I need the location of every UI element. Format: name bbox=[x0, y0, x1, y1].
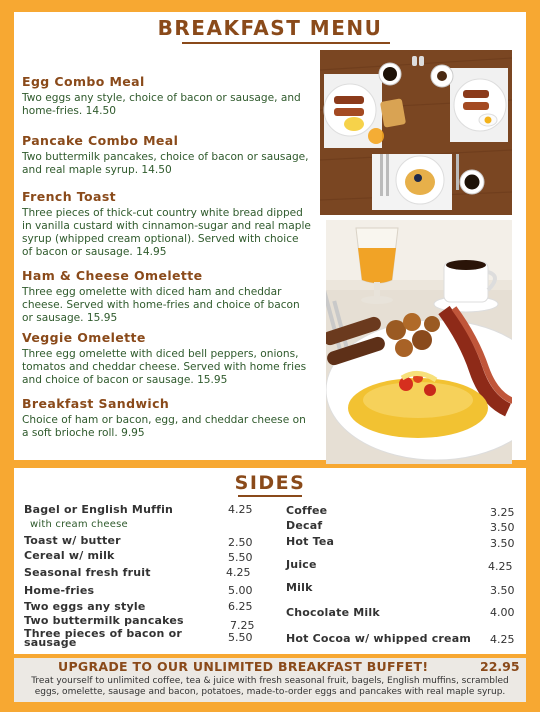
side-item-name: Coffee bbox=[286, 504, 328, 517]
menu-item-description: Three pieces of thick-cut country white bread dipped in vanilla custard with cinnamon-sugar and real maple syrup (whipped cream optional). Served with choice of bacon or sausage. 14.95 bbox=[22, 207, 311, 258]
omelette-plate-illustration bbox=[326, 220, 512, 464]
menu-item-description: Choice of ham or bacon, egg, and cheddar cheese on a soft brioche roll. 9.95 bbox=[22, 414, 306, 439]
buffet-upgrade-panel bbox=[14, 658, 526, 702]
menu-item-description: Three egg omelette with diced ham and cheddar cheese. Served with home-fries and choice of bacon or sausage. 15.95 bbox=[22, 286, 300, 324]
side-item-name: Cereal w/ milk bbox=[24, 549, 115, 562]
side-item-name: Hot Tea bbox=[286, 535, 335, 548]
side-item-price: 4.25 bbox=[488, 560, 513, 573]
side-item bbox=[24, 534, 264, 550]
side-item-price: 4.25 bbox=[226, 566, 251, 579]
buffet-price: 22.95 bbox=[480, 659, 520, 674]
buffet-header bbox=[14, 659, 526, 675]
menu-title-underline bbox=[182, 42, 390, 44]
side-item-name: Two eggs any style bbox=[24, 600, 146, 613]
breakfast-table-illustration bbox=[320, 50, 512, 215]
omelette-plate-photo bbox=[326, 220, 512, 464]
side-item bbox=[286, 581, 522, 597]
side-item bbox=[286, 558, 522, 574]
sides-panel bbox=[14, 468, 526, 654]
side-item-name: Hot Cocoa w/ whipped cream bbox=[286, 632, 471, 645]
menu-item-name: French Toast bbox=[22, 189, 117, 204]
menu-item bbox=[22, 330, 312, 387]
side-item bbox=[24, 629, 264, 653]
menu-item bbox=[22, 74, 312, 118]
menu-item-description: Three egg omelette with diced bell peppers, onions, tomatos and cheddar cheese. Served with home fries and choice of bacon or sausage. 15.95 bbox=[22, 348, 307, 386]
menu-item bbox=[22, 268, 312, 325]
menu-title: BREAKFAST MENU bbox=[157, 16, 383, 40]
side-item-name: Home-fries bbox=[24, 584, 95, 597]
side-item-note-text: with cream cheese bbox=[30, 519, 128, 530]
side-item bbox=[286, 535, 522, 551]
menu-item-name: Egg Combo Meal bbox=[22, 74, 145, 89]
side-item bbox=[286, 606, 522, 622]
side-item-price: 2.50 bbox=[228, 536, 253, 549]
side-item-name: Seasonal fresh fruit bbox=[24, 566, 151, 579]
side-item-name: Two buttermilk pancakes bbox=[24, 614, 184, 627]
sides-title: SIDES bbox=[234, 472, 306, 494]
menu-item-description: Two buttermilk pancakes, choice of bacon or sausage, and real maple syrup. 14.50 bbox=[22, 151, 309, 176]
side-item-price: 6.25 bbox=[228, 600, 253, 613]
side-item-price: 3.50 bbox=[490, 537, 515, 550]
side-item-name: Milk bbox=[286, 581, 313, 594]
side-item-name: Juice bbox=[286, 558, 317, 571]
menu-item-name: Veggie Omelette bbox=[22, 330, 146, 345]
side-item-price: 7.25 bbox=[230, 619, 255, 632]
side-item-price: 5.00 bbox=[228, 584, 253, 597]
side-item-name: Decaf bbox=[286, 519, 323, 532]
side-item-price: 4.25 bbox=[228, 503, 253, 516]
side-item-name: Chocolate Milk bbox=[286, 606, 380, 619]
side-item bbox=[24, 503, 264, 519]
side-item bbox=[286, 632, 522, 648]
side-item-name: Toast w/ butter bbox=[24, 534, 121, 547]
side-item-price: 3.25 bbox=[490, 506, 515, 519]
side-item-price: 5.50 bbox=[228, 631, 253, 644]
breakfast-menu-panel bbox=[14, 12, 526, 460]
menu-item-name: Breakfast Sandwich bbox=[22, 396, 170, 411]
buffet-description: Treat yourself to unlimited coffee, tea & juice with fresh seasonal fruit, bagels, English muffins, scrambled eggs, omelette, sausage and bacon, potatoes, made-to-order eggs and pancakes with real maple syrup. bbox=[31, 676, 509, 697]
side-item bbox=[286, 519, 522, 535]
side-item bbox=[24, 549, 264, 565]
buffet-title: UPGRADE TO OUR UNLIMITED BREAKFAST BUFFET! bbox=[58, 659, 429, 674]
side-item-note bbox=[30, 519, 230, 535]
side-item bbox=[24, 584, 264, 600]
sides-title-underline bbox=[238, 495, 302, 497]
side-item-price: 4.00 bbox=[490, 606, 515, 619]
breakfast-table-photo bbox=[320, 50, 512, 215]
side-item-name: Bagel or English Muffin bbox=[24, 503, 174, 516]
menu-item-name: Ham & Cheese Omelette bbox=[22, 268, 203, 283]
menu-item-description: Two eggs any style, choice of bacon or sausage, and home-fries. 14.50 bbox=[22, 92, 301, 117]
side-item-price: 3.50 bbox=[490, 521, 515, 534]
side-item bbox=[24, 566, 264, 582]
side-item-price: 3.50 bbox=[490, 584, 515, 597]
menu-item bbox=[22, 189, 312, 259]
menu-item bbox=[22, 396, 312, 440]
menu-item-name: Pancake Combo Meal bbox=[22, 133, 179, 148]
side-item-price: 5.50 bbox=[228, 551, 253, 564]
side-item-price: 4.25 bbox=[490, 633, 515, 646]
side-item bbox=[286, 504, 522, 520]
menu-item bbox=[22, 133, 312, 177]
side-item-name: Three pieces of bacon or sausage bbox=[24, 627, 182, 649]
